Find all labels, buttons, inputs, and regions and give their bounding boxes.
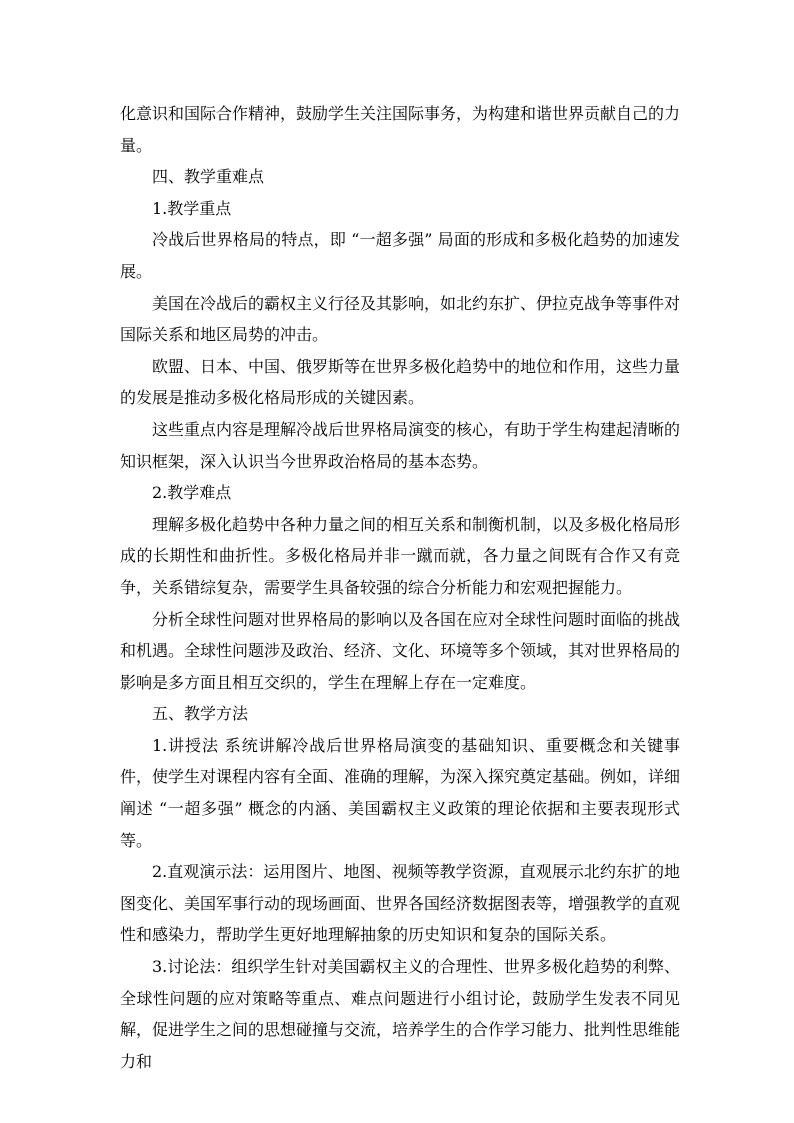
document-page [120, 98, 680, 1077]
paragraph-method-lecture: 1.讲授法 系统讲解冷战后世界格局演变的基础知识、重要概念和关键事件，使学生对课程内容有全面、准确的理解，为深入探究奠定基础。例如，详细阐述 “一超多强” 概念的内涵、美国霸权主义政策的理论依据和主要表现形式等。 [120, 735, 681, 850]
paragraph-key-point-1: 冷战后世界格局的特点，即 “一超多强” 局面的形成和多极化趋势的加速发展。 [120, 230, 680, 281]
paragraph-difficult-point-2: 分析全球性问题对世界格局的影响以及各国在应对全球性问题时面临的挑战和机遇。全球性问题涉及政治、经济、文化、环境等多个领域，其对世界格局的影响是多方面且相互交织的，学生在理解上存在一定难度。 [120, 609, 681, 692]
paragraph-method-discussion: 3.讨论法：组织学生针对美国霸权主义的合理性、世界多极化趋势的利弊、全球性问题的应对策略等重点、难点问题进行小组讨论，鼓励学生发表不同见解，促进学生之间的思想碰撞与交流，培养学生的合作学习能力、批判性思维能力和 [120, 957, 681, 1071]
paragraph-continuation: 化意识和国际合作精神，鼓励学生关注国际事务，为构建和谐世界贡献自己的力量。 [120, 104, 681, 155]
paragraph-key-point-2: 美国在冷战后的霸权主义行径及其影响，如北约东扩、伊拉克战争等事件对国际关系和地区局势的冲击。 [120, 293, 681, 345]
paragraph-difficult-point-1: 理解多极化趋势中各种力量之间的相互关系和制衡机制，以及多极化格局形成的长期性和曲折性。多极化格局并非一蹴而就，各力量之间既有合作又有竞争，关系错综复杂，需要学生具备较强的综合分析能力和宏观把握能力。 [120, 514, 681, 597]
subheading-difficult-points: 2.教学难点 [152, 483, 232, 503]
paragraph-method-demonstration: 2.直观演示法：运用图片、地图、视频等教学资源，直观展示北约东扩的地图变化、美国军事行动的现场画面、世界各国经济数据图表等，增强教学的直观性和感染力，帮助学生更好地理解抽象的历史知识和复杂的国际关系。 [120, 862, 681, 945]
heading-key-difficult-points: 四、教学重难点 [152, 167, 265, 187]
subheading-key-points: 1.教学重点 [152, 198, 232, 218]
heading-teaching-methods: 五、教学方法 [152, 704, 249, 724]
paragraph-key-point-summary: 这些重点内容是理解冷战后世界格局演变的核心，有助于学生构建起清晰的知识框架，深入认识当今世界政治格局的基本态势。 [120, 419, 681, 471]
paragraph-key-point-3: 欧盟、日本、中国、俄罗斯等在世界多极化趋势中的地位和作用，这些力量的发展是推动多极化格局形成的关键因素。 [120, 356, 681, 408]
